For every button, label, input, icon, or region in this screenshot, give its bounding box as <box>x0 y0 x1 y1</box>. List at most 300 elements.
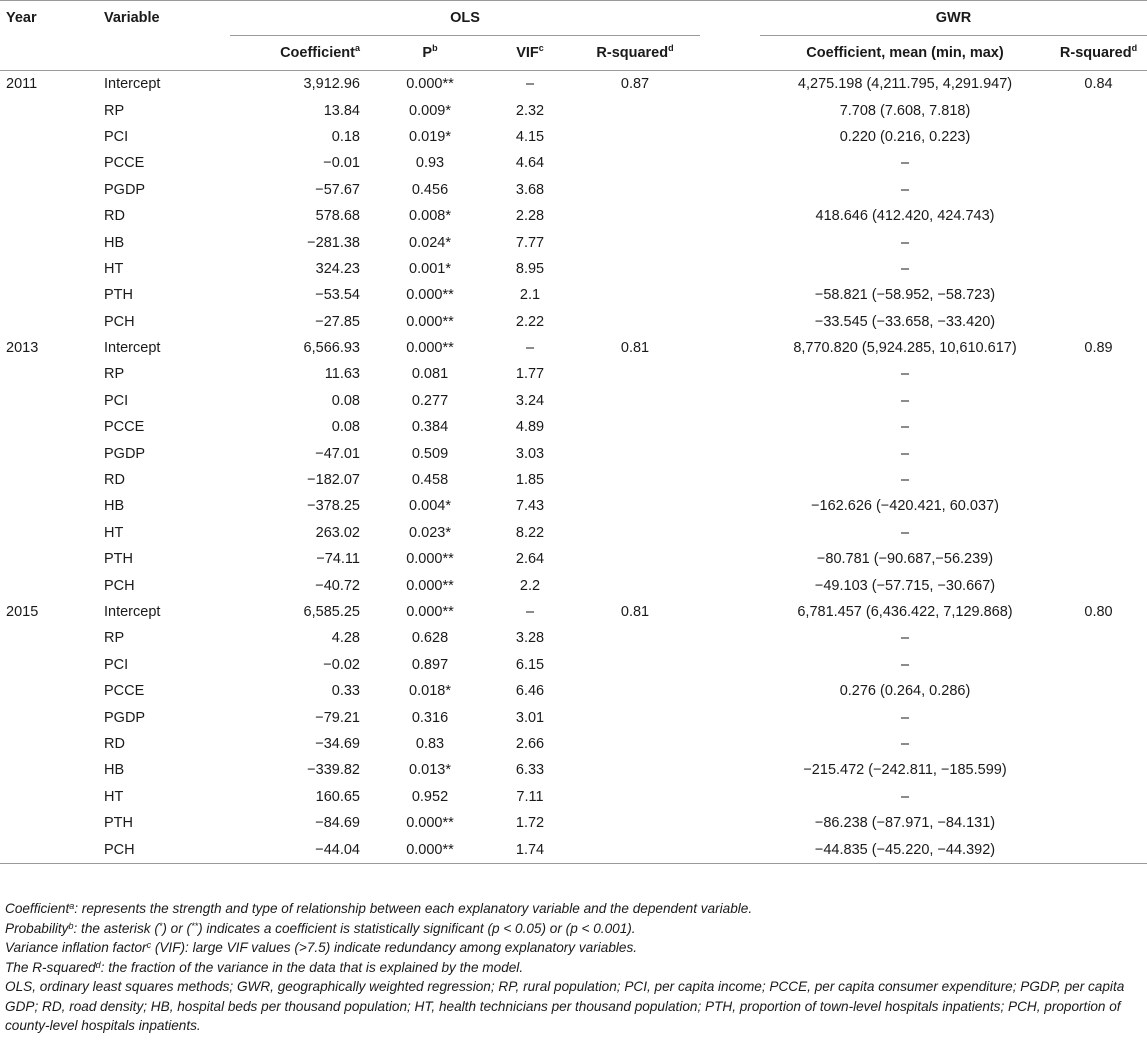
cell-p-value: 0.081 <box>411 366 449 383</box>
table-row <box>0 731 1147 757</box>
cell-variable: PGDP <box>104 709 146 726</box>
cell-gap <box>700 810 760 836</box>
cell-variable: PTH <box>104 551 133 568</box>
cell-gwr-r-squared <box>1050 810 1147 836</box>
cell-gwr-r-squared: 0.84 <box>1084 76 1113 93</box>
cell-year <box>0 652 104 678</box>
cell-p-value: 0.000** <box>406 313 454 330</box>
table-row <box>0 309 1147 335</box>
table-row <box>0 282 1147 308</box>
cell-ols-coefficient: −84.69 <box>315 815 360 832</box>
cell-ols-coefficient: 11.63 <box>324 366 360 383</box>
footnote-abbreviations: OLS, ordinary least squares methods; GWR, geographically weighted regression; RP, rural population; PCI, per capita income; PCCE, per capita consumer expenditure; PGDP, per capita GDP; RD, road density; HB, hospital beds per thousand population; HT, health technicians per thousand population; PTH, proportion of town-level hospitals inpatients; PCH, proportion of county-level hospitals inpatients. <box>5 979 1125 1033</box>
cell-p-value: 0.001* <box>409 260 451 277</box>
cell-gwr-r-squared: 0.80 <box>1084 604 1113 620</box>
cell-ols-coefficient: −339.82 <box>307 762 360 779</box>
cell-variable: HT <box>104 524 124 541</box>
cell-ols-coefficient: 3,912.96 <box>303 76 360 93</box>
cell-variable: RD <box>104 472 125 489</box>
cell-ols-r-squared <box>570 493 700 519</box>
cell-ols-coefficient: 324.23 <box>315 260 360 277</box>
footnote-vif: Variance inflation factor$^c$ (VIF): large VIF values (>7.5) indicate redundancy among explanatory variables. <box>5 940 638 955</box>
cell-ols-r-squared <box>570 177 700 203</box>
cell-gap <box>700 309 760 335</box>
cell-variable: PCH <box>104 836 230 863</box>
cell-gap <box>700 757 760 783</box>
cell-variable: PCH <box>104 313 135 330</box>
cell-vif: 2.32 <box>515 102 545 119</box>
cell-year <box>0 757 104 783</box>
cell-year: 2011 <box>6 76 38 93</box>
cell-gap <box>700 177 760 203</box>
table-row <box>0 810 1147 836</box>
cell-variable: Intercept <box>104 604 161 620</box>
cell-variable: Intercept <box>104 76 161 93</box>
cell-gwr-coefficient: 6,781.457 (6,436.422, 7,129.868) <box>797 604 1013 620</box>
cell-ols-r-squared <box>570 229 700 255</box>
cell-vif: 6.33 <box>515 762 545 779</box>
cell-vif: 2.1 <box>519 287 541 304</box>
cell-variable: PGDP <box>104 181 146 198</box>
cell-ols-r-squared: 0.81 <box>620 604 650 620</box>
cell-vif: 6.15 <box>515 656 545 673</box>
cell-vif: 7.43 <box>515 498 545 515</box>
cell-ols-coefficient: −182.07 <box>307 472 360 489</box>
cell-gwr-r-squared <box>1050 572 1147 598</box>
cell-ols-coefficient: −0.01 <box>323 155 360 172</box>
footnote-probability: Probability$^b$: the asterisk (*) or (**) indicates a coefficient is statistically significant (p < 0.05) or (p < 0.001). <box>5 920 636 936</box>
cell-gwr-coefficient: 4,275.198 (4,211.795, 4,291.947) <box>797 76 1013 93</box>
cell-ols-coefficient: −53.54 <box>315 287 360 304</box>
cell-gwr-r-squared <box>1050 282 1147 308</box>
cell-gap <box>700 124 760 150</box>
cell-ols-r-squared <box>570 704 700 730</box>
header-year: Year <box>0 1 104 71</box>
cell-gwr-r-squared <box>1050 150 1147 176</box>
cell-year <box>0 625 104 651</box>
cell-ols-r-squared <box>570 572 700 598</box>
header-vif: VIF$^c$ <box>490 36 570 71</box>
cell-p-value: 0.000** <box>406 76 454 93</box>
cell-gwr-coefficient: −80.781 (−90.687,−56.239) <box>816 551 994 568</box>
cell-gwr-r-squared <box>1050 361 1147 387</box>
cell-variable: HB <box>104 498 125 515</box>
cell-ols-r-squared <box>570 678 700 704</box>
cell-variable: HB <box>104 234 125 251</box>
cell-gap <box>700 150 760 176</box>
cell-year: 2013 <box>6 340 39 357</box>
cell-year <box>0 546 104 572</box>
cell-year <box>0 704 104 730</box>
cell-variable: RP <box>104 630 125 647</box>
cell-gap <box>700 256 760 282</box>
cell-gap <box>700 678 760 704</box>
header-gwr-coefficient: Coefficient, mean (min, max) <box>760 36 1050 71</box>
cell-p-value: 0.013* <box>409 762 451 779</box>
cell-variable: PCCE <box>104 683 145 700</box>
cell-vif: 1.77 <box>515 366 545 383</box>
cell-year <box>0 520 104 546</box>
cell-p-value: 0.000** <box>370 836 490 863</box>
cell-gap <box>700 836 760 863</box>
cell-p-value: 0.384 <box>411 419 449 436</box>
cell-gap <box>700 599 760 625</box>
cell-gwr-coefficient: – <box>900 392 910 409</box>
cell-ols-coefficient: 0.18 <box>331 128 360 145</box>
cell-year <box>0 97 104 123</box>
cell-vif: 3.01 <box>515 709 545 726</box>
cell-p-value: 0.019* <box>409 128 451 145</box>
header-ols-group: OLS <box>230 1 700 36</box>
cell-gwr-coefficient: – <box>900 234 910 251</box>
cell-ols-r-squared <box>570 440 700 466</box>
cell-variable: HB <box>104 762 125 779</box>
cell-p-value: 0.83 <box>415 735 445 752</box>
cell-vif: 4.89 <box>515 419 545 436</box>
cell-ols-r-squared <box>570 388 700 414</box>
cell-gwr-r-squared <box>1050 124 1147 150</box>
cell-p-value: 0.009* <box>409 102 451 119</box>
cell-year <box>0 784 104 810</box>
cell-variable: PTH <box>104 287 133 304</box>
cell-ols-r-squared <box>570 520 700 546</box>
cell-vif: 3.28 <box>515 630 545 647</box>
cell-gwr-r-squared <box>1050 256 1147 282</box>
table-row <box>0 203 1147 229</box>
cell-p-value: 0.000** <box>406 604 454 620</box>
cell-ols-r-squared <box>570 625 700 651</box>
cell-gap <box>700 493 760 519</box>
cell-gwr-r-squared <box>1050 388 1147 414</box>
cell-gwr-coefficient: – <box>900 181 910 198</box>
cell-year <box>0 388 104 414</box>
table-row <box>0 493 1147 519</box>
cell-variable: PCI <box>104 656 129 673</box>
cell-gwr-coefficient: – <box>900 788 910 805</box>
cell-ols-r-squared <box>570 282 700 308</box>
cell-year <box>0 440 104 466</box>
cell-p-value: 0.023* <box>409 524 451 541</box>
cell-p-value: 0.008* <box>409 208 451 225</box>
cell-p-value: 0.277 <box>411 392 449 409</box>
cell-p-value: 0.000** <box>406 577 454 594</box>
table-row <box>0 546 1147 572</box>
cell-gwr-coefficient: 418.646 (412.420, 424.743) <box>815 208 995 225</box>
cell-vif: 2.22 <box>515 313 545 330</box>
cell-ols-coefficient: 578.68 <box>315 208 360 225</box>
cell-gwr-r-squared <box>1050 467 1147 493</box>
cell-gwr-coefficient: – <box>900 656 910 673</box>
cell-variable: Intercept <box>104 340 161 357</box>
cell-vif: – <box>525 76 535 93</box>
cell-vif: 8.95 <box>515 260 545 277</box>
cell-ols-coefficient: −34.69 <box>315 735 360 752</box>
cell-variable: PTH <box>104 815 133 832</box>
cell-p-value: 0.316 <box>411 709 449 726</box>
table-row <box>0 678 1147 704</box>
cell-p-value: 0.509 <box>411 445 449 462</box>
header-r-squared: R-squared$^d$ <box>570 36 700 71</box>
cell-year <box>0 309 104 335</box>
cell-variable: RP <box>104 102 125 119</box>
cell-ols-r-squared <box>570 150 700 176</box>
cell-ols-coefficient: −281.38 <box>307 234 360 251</box>
cell-ols-coefficient: 6,566.93 <box>303 340 360 357</box>
cell-vif: 2.28 <box>515 208 545 225</box>
cell-gwr-coefficient: – <box>900 155 910 172</box>
cell-year <box>0 414 104 440</box>
cell-variable: RD <box>104 735 125 752</box>
cell-ols-coefficient: −57.67 <box>315 181 360 198</box>
cell-gwr-coefficient: – <box>900 419 910 436</box>
cell-gwr-coefficient: 0.220 (0.216, 0.223) <box>839 128 971 145</box>
cell-year <box>0 124 104 150</box>
header-row-groups <box>0 1 1147 36</box>
cell-vif: 7.77 <box>515 234 545 251</box>
cell-year: 2015 <box>6 604 39 620</box>
header-gap <box>700 1 760 36</box>
cell-ols-coefficient: 160.65 <box>315 788 360 805</box>
cell-variable: RD <box>104 208 125 225</box>
cell-gwr-r-squared <box>1050 97 1147 123</box>
cell-ols-coefficient: −27.85 <box>315 313 360 330</box>
cell-gwr-coefficient: – <box>900 735 910 752</box>
cell-gap <box>700 388 760 414</box>
cell-ols-coefficient: 0.08 <box>331 419 360 436</box>
table-row <box>0 335 1147 361</box>
cell-gwr-coefficient: −33.545 (−33.658, −33.420) <box>814 313 996 330</box>
cell-ols-coefficient: 6,585.25 <box>303 604 360 620</box>
table-row <box>0 256 1147 282</box>
cell-ols-r-squared <box>570 203 700 229</box>
table-row <box>0 572 1147 598</box>
cell-ols-r-squared <box>570 97 700 123</box>
cell-vif: 2.64 <box>515 551 545 568</box>
cell-gwr-coefficient: – <box>900 445 910 462</box>
cell-gwr-r-squared <box>1050 203 1147 229</box>
cell-ols-coefficient: −0.02 <box>323 656 360 673</box>
cell-p-value: 0.000** <box>406 340 454 357</box>
cell-year <box>0 572 104 598</box>
cell-ols-r-squared: 0.81 <box>620 340 650 357</box>
cell-year <box>0 150 104 176</box>
cell-ols-r-squared <box>570 361 700 387</box>
cell-gwr-r-squared <box>1050 757 1147 783</box>
table-row <box>0 704 1147 730</box>
cell-gap <box>700 203 760 229</box>
table-row <box>0 836 1147 863</box>
cell-gwr-coefficient: −49.103 (−57.715, −30.667) <box>814 577 996 594</box>
cell-gwr-coefficient: – <box>900 472 910 489</box>
cell-variable: PCCE <box>104 419 145 436</box>
cell-p-value: 0.018* <box>409 683 451 700</box>
cell-gap <box>700 467 760 493</box>
cell-gwr-r-squared <box>1050 784 1147 810</box>
cell-ols-coefficient: 13.84 <box>323 102 360 119</box>
cell-vif: 3.68 <box>515 181 545 198</box>
table-row <box>0 388 1147 414</box>
cell-gwr-coefficient: – <box>900 366 910 383</box>
cell-vif: 3.24 <box>515 392 545 409</box>
cell-gwr-r-squared <box>1050 520 1147 546</box>
cell-gwr-coefficient: −86.238 (−87.971, −84.131) <box>814 815 996 832</box>
cell-gap <box>700 361 760 387</box>
header-gwr-group: GWR <box>760 1 1147 36</box>
cell-vif: 7.11 <box>516 788 544 805</box>
cell-ols-r-squared: 0.87 <box>620 76 650 93</box>
footnote-r-squared: The R-squared$^d$: the fraction of the variance in the data that is explained by the model. <box>5 959 524 975</box>
cell-gwr-r-squared <box>1050 414 1147 440</box>
cell-gap <box>700 572 760 598</box>
table-row <box>0 599 1147 625</box>
table-row <box>0 177 1147 203</box>
cell-year <box>0 282 104 308</box>
cell-vif: 8.22 <box>515 524 545 541</box>
cell-gwr-coefficient: −162.626 (−420.421, 60.037) <box>811 498 999 515</box>
cell-variable: PGDP <box>104 445 146 462</box>
cell-year <box>0 836 104 863</box>
cell-gwr-coefficient: – <box>900 524 910 541</box>
table-row <box>0 71 1147 98</box>
cell-gwr-r-squared <box>1050 704 1147 730</box>
cell-p-value: 0.93 <box>415 155 445 172</box>
cell-ols-coefficient: 0.33 <box>331 683 360 700</box>
cell-ols-r-squared <box>570 731 700 757</box>
cell-gap <box>700 229 760 255</box>
cell-vif: 1.74 <box>490 836 570 863</box>
table-row <box>0 229 1147 255</box>
cell-ols-coefficient: 0.08 <box>331 392 360 409</box>
table-footnotes <box>5 899 1140 1036</box>
cell-year <box>0 361 104 387</box>
cell-vif: 1.85 <box>515 472 545 489</box>
cell-ols-coefficient: −40.72 <box>315 577 360 594</box>
cell-ols-r-squared <box>570 810 700 836</box>
cell-p-value: 0.004* <box>409 498 451 515</box>
table-row <box>0 757 1147 783</box>
cell-gwr-r-squared <box>1050 229 1147 255</box>
cell-gwr-coefficient: 7.708 (7.608, 7.818) <box>839 102 971 119</box>
cell-gap <box>700 704 760 730</box>
header-coefficient: Coefficient$^a$ <box>230 36 370 71</box>
cell-gwr-coefficient: −44.835 (−45.220, −44.392) <box>760 836 1050 863</box>
cell-ols-coefficient: −79.21 <box>315 709 360 726</box>
cell-variable: HT <box>104 788 124 805</box>
cell-year <box>0 678 104 704</box>
cell-ols-coefficient: −47.01 <box>315 445 360 462</box>
cell-ols-coefficient: 4.28 <box>331 630 360 647</box>
cell-gap <box>700 97 760 123</box>
cell-ols-r-squared <box>570 309 700 335</box>
cell-gwr-coefficient: – <box>900 260 910 277</box>
cell-gwr-r-squared <box>1050 652 1147 678</box>
table-row <box>0 440 1147 466</box>
cell-gwr-r-squared <box>1050 440 1147 466</box>
header-variable: Variable <box>104 1 230 71</box>
cell-ols-r-squared <box>570 784 700 810</box>
cell-ols-r-squared <box>570 836 700 863</box>
cell-p-value: 0.000** <box>406 551 454 568</box>
table-row <box>0 520 1147 546</box>
cell-variable: RP <box>104 366 125 383</box>
cell-year <box>0 810 104 836</box>
cell-year <box>0 256 104 282</box>
cell-p-value: 0.456 <box>411 181 449 198</box>
cell-gwr-coefficient: – <box>900 709 910 726</box>
cell-gwr-r-squared <box>1050 493 1147 519</box>
cell-vif: 4.15 <box>515 128 545 145</box>
cell-year <box>0 731 104 757</box>
cell-gwr-coefficient: −215.472 (−242.811, −185.599) <box>803 762 1007 779</box>
cell-year <box>0 177 104 203</box>
cell-vif: 6.46 <box>515 683 545 700</box>
cell-ols-r-squared <box>570 652 700 678</box>
cell-ols-r-squared <box>570 467 700 493</box>
cell-year <box>0 229 104 255</box>
cell-gwr-r-squared <box>1050 546 1147 572</box>
cell-ols-r-squared <box>570 124 700 150</box>
cell-gwr-r-squared <box>1050 625 1147 651</box>
cell-p-value: 0.024* <box>409 234 451 251</box>
table-body <box>0 71 1147 864</box>
cell-vif: 2.66 <box>515 735 545 752</box>
cell-p-value: 0.458 <box>411 472 449 489</box>
cell-ols-r-squared <box>570 546 700 572</box>
cell-ols-coefficient: −44.04 <box>230 836 370 863</box>
header-p: $P^b$ <box>370 36 490 71</box>
table-row <box>0 652 1147 678</box>
cell-p-value: 0.628 <box>411 630 449 647</box>
cell-variable: PCH <box>104 577 135 594</box>
cell-p-value: 0.000** <box>406 815 454 832</box>
table-row <box>0 150 1147 176</box>
table-row <box>0 467 1147 493</box>
cell-variable: PCI <box>104 128 129 145</box>
cell-variable: PCI <box>104 392 129 409</box>
header-gap <box>700 36 760 71</box>
cell-ols-r-squared <box>570 414 700 440</box>
cell-vif: 2.2 <box>519 577 541 594</box>
cell-gwr-r-squared: 0.89 <box>1084 340 1113 357</box>
cell-gwr-coefficient: 0.276 (0.264, 0.286) <box>839 683 971 700</box>
cell-gap <box>700 784 760 810</box>
cell-gwr-r-squared <box>1050 678 1147 704</box>
cell-gap <box>700 520 760 546</box>
cell-gap <box>700 282 760 308</box>
cell-ols-coefficient: −378.25 <box>307 498 360 515</box>
cell-ols-coefficient: −74.11 <box>316 551 360 568</box>
table-row <box>0 97 1147 123</box>
cell-gwr-coefficient: −58.821 (−58.952, −58.723) <box>814 287 996 304</box>
table-row <box>0 625 1147 651</box>
cell-vif: – <box>525 340 535 357</box>
cell-year <box>0 467 104 493</box>
cell-ols-r-squared <box>570 256 700 282</box>
table-row <box>0 124 1147 150</box>
cell-variable: PCCE <box>104 155 145 172</box>
footnote-coefficient: Coefficient$^a$: represents the strength and type of relationship between each explanatory variable and the dependent variable. <box>5 901 753 916</box>
cell-vif: 4.64 <box>515 155 545 172</box>
cell-variable: HT <box>104 260 124 277</box>
cell-gwr-r-squared <box>1050 731 1147 757</box>
cell-gap <box>700 440 760 466</box>
cell-gap <box>700 335 760 361</box>
table-row <box>0 414 1147 440</box>
cell-gwr-coefficient: – <box>900 630 910 647</box>
cell-gap <box>700 546 760 572</box>
cell-ols-coefficient: 263.02 <box>315 524 360 541</box>
cell-gap <box>700 625 760 651</box>
